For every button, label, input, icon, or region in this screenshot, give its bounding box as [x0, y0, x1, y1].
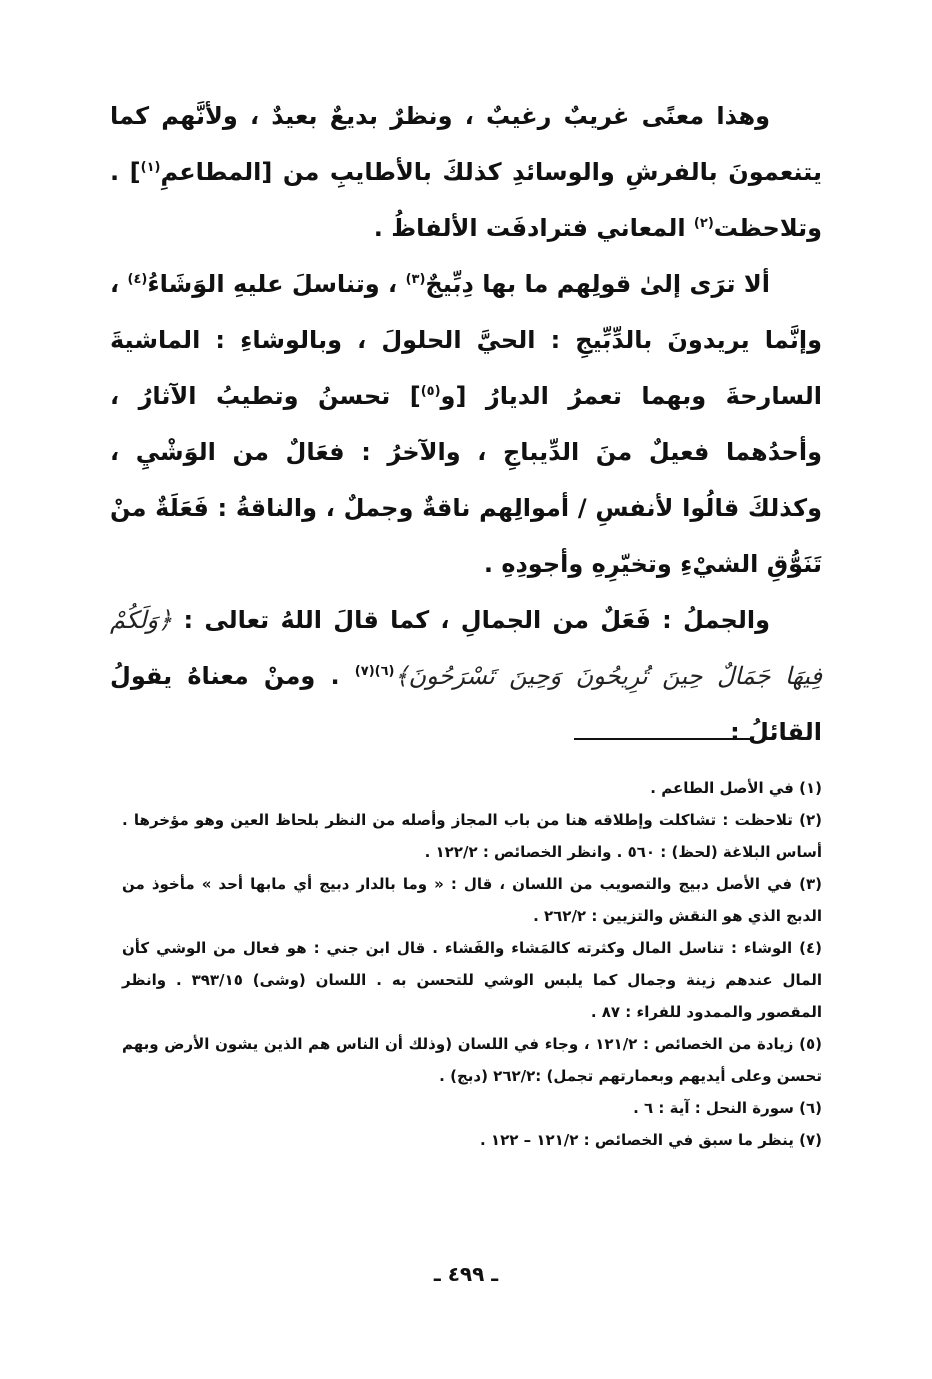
footnote-1: (١) في الأصل الطاعم .: [650, 779, 822, 797]
footnote-divider: [574, 738, 750, 740]
paragraph-3: والجملُ : فَعَلٌ من الجمالِ ، كما قالَ اللهُ تعالى : ﴿وَلَكُمْ فِيهَا جَمَالٌ حِينَ تُرِيحُونَ وَحِينَ تَسْرَحُونَ﴾$^{(٦)(٧)}$ . ومنْ معناهُ يقولُ القائلُ :: [110, 606, 822, 746]
footnotes: [122, 772, 822, 1156]
paragraph-2: ألا ترَى إلىٰ قولِهم ما بها دِبِّيجٌ$^{(٣)}$ ، وتناسلَ عليهِ الوَشَاءُ$^{(٤)}$ ، وإنَّما يريدونَ بالدِّبِّيجِ : الحيَّ الحلولَ ، وبالوشاءِ : الماشيةَ السارحةَ وبهما تعمرُ الديارُ [و$^{(٥)}$] تحسنُ وتطيبُ الآثارُ ، وأحدُهما فعيلٌ منَ الدِّيباجِ ، والآخرُ : فعَالٌ من الوَشْيِ ، وكذلكَ قالُوا لأنفسِ / أموالِهم ناقةٌ وجملٌ ، والناقةُ : فَعَلَةٌ منْ تَنَوُّقِ الشيْءِ وتخيّرِهِ وأجودِهِ .: [110, 270, 822, 578]
footnote-6: (٦) سورة النحل : آية : ٦ .: [633, 1099, 822, 1117]
footnote-ref-1: (١): [140, 160, 161, 175]
footnote-ref-4: (٤): [127, 272, 148, 287]
page-number: ـ ٤٩٩ ـ: [433, 1262, 499, 1286]
footnote-5: (٥) زيادة من الخصائص : ١٢١/٢ ، وجاء في اللسان (وذلك أن الناس هم الذين يشون الأرض وبهم تحسن وعلى أيديهم وبعمارتهم تجمل) :٢٦٢/٢ (دبج) .: [122, 1035, 823, 1085]
footnote-7: (٧) ينظر ما سبق في الخصائص : ١٢١/٢ – ١٢٢ .: [480, 1131, 822, 1149]
footnote-ref-2: (٢): [693, 216, 714, 231]
footnote-ref-3: (٣): [405, 272, 426, 287]
main-text: [110, 88, 822, 760]
footnote-3: (٣) في الأصل دبيج والتصويب من اللسان ، قال : « وما بالدار دبيج أي مابها أحد » مأخوذ من الدبج الذي هو النقش والتزيين : ٢٦٢/٢ .: [122, 875, 822, 925]
footnote-ref-6-7: (٦)(٧): [354, 664, 395, 679]
footnote-2: (٢) تلاحظت : تشاكلت وإطلاقه هنا من باب المجاز وأصله من النظر بلحاظ العين وهو مؤخرها . أساس البلاغة (لحظ) : ٥٦٠ . وانظر الخصائص : ١٢٢/٢ .: [122, 811, 822, 861]
paragraph-1: وهذا معنًى غريبٌ رغيبٌ ، ونظرٌ بديعٌ بعيدٌ ، ولأنَّهم كما يتنعمونَ بالفرشِ والوسائدِ كذلكَ بالأطايبِ من [المطاعمِ$^{(١)}$] . وتلاحظت$^{(٢)}$ المعاني فترادفَت الألفاظُ .: [110, 102, 822, 242]
quran-verse: ﴿وَلَكُمْ فِيهَا جَمَالٌ حِينَ تُرِيحُونَ وَحِينَ تَسْرَحُونَ﴾: [110, 606, 822, 690]
footnote-4: (٤) الوشاء : تناسل المال وكثرته كالمَشاء والفَشاء . قال ابن جني : هو فعال من الوشي كأن المال عندهم زينة وجمال كما يلبس الوشي للتحسن به . اللسان (وشى) ٣٩٣/١٥ . وانظر المقصور والممدود للفراء : ٨٧ .: [122, 939, 823, 1021]
footnote-ref-5: (٥): [420, 384, 441, 399]
